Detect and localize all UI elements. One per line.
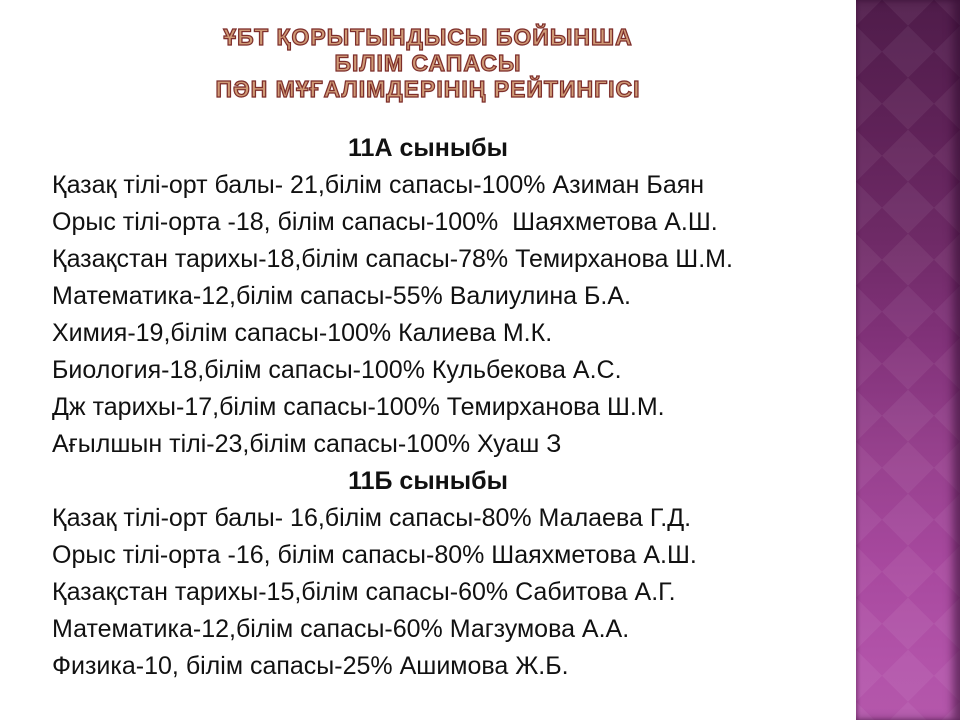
decorative-sidebar <box>856 0 960 720</box>
slide-title <box>0 24 856 102</box>
rating-row: Қазақстан тарихы-18,білім сапасы-78% Темирханова Ш.М. <box>52 245 733 273</box>
title-line-2: БІЛІМ САПАСЫ <box>334 50 522 76</box>
rating-row: Қазақ тілі-орт балы- 16,білім сапасы-80% Малаева Г.Д. <box>52 504 692 532</box>
rating-row: Математика-12,білім сапасы-60% Магзумова А.А. <box>52 615 630 643</box>
rating-row: Биология-18,білім сапасы-100% Кульбекова А.С. <box>52 356 622 384</box>
rating-row: Дж тарихы-17,білім сапасы-100% Темирханова Ш.М. <box>52 393 665 421</box>
rating-row: Орыс тілі-орта -18, білім сапасы-100% Шаяхметова А.Ш. <box>52 208 718 236</box>
class-heading-11b: 11Б сыныбы <box>348 467 508 495</box>
title-line-1: ҰБТ ҚОРЫТЫНДЫСЫ БОЙЫНША <box>223 24 633 50</box>
rating-row: Математика-12,білім сапасы-55% Валиулина Б.А. <box>52 282 631 310</box>
rating-row: Қазақстан тарихы-15,білім сапасы-60% Сабитова А.Г. <box>52 578 676 606</box>
title-line-3: ПӘН МҰҒАЛІМДЕРІНІҢ РЕЙТИНГІСІ <box>215 76 641 102</box>
rating-row: Ағылшын тілі-23,білім сапасы-100% Хуаш З <box>52 430 562 458</box>
rating-row: Химия-19,білім сапасы-100% Калиева М.К. <box>52 319 553 347</box>
rating-row: Қазақ тілі-орт балы- 21,білім сапасы-100% Азиман Баян <box>52 171 705 199</box>
class-heading-11a: 11А сыныбы <box>348 134 508 162</box>
rating-row: Физика-10, білім сапасы-25% Ашимова Ж.Б. <box>52 652 569 680</box>
rating-row: Орыс тілі-орта -16, білім сапасы-80% Шаяхметова А.Ш. <box>52 541 697 569</box>
ratings-list <box>0 130 856 685</box>
